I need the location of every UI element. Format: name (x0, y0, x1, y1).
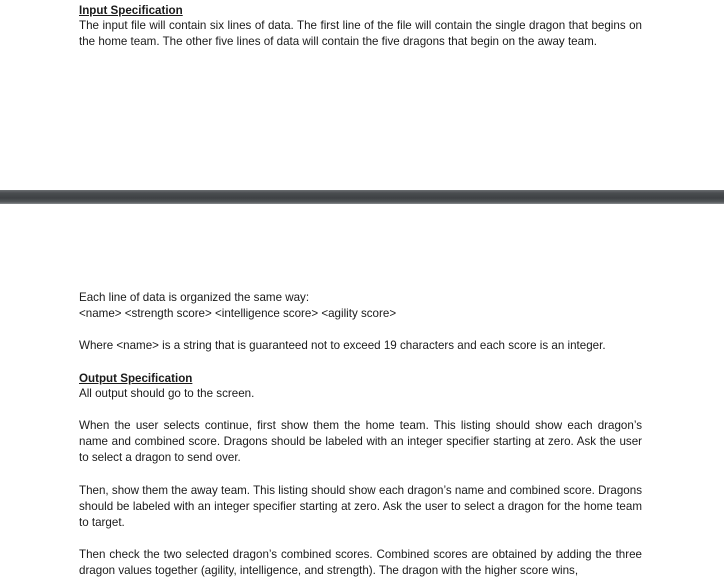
where-paragraph-block (79, 338, 642, 354)
compare-scores-paragraph: Then check the two selected dragon’s combined scores. Combined scores are obtained by adding the three dragon values together (agility, intelligence, and strength). The dragon with the higher score wins, (79, 548, 642, 577)
output-specification-section (79, 372, 642, 402)
line-format-intro: Each line of data is organized the same way: (79, 291, 310, 304)
line-format-spec: <name> <strength score> <intelligence score> <agility score> (79, 307, 397, 320)
where-paragraph: Where <name> is a string that is guaranteed not to exceed 19 characters and each score is an integer. (79, 339, 606, 352)
input-specification-section (79, 4, 642, 50)
away-team-paragraph-block (79, 483, 642, 531)
output-intro: All output should go to the screen. (79, 387, 255, 400)
input-specification-heading: Input Specification (79, 4, 183, 17)
line-format-section (79, 290, 642, 322)
away-team-paragraph: Then, show them the away team. This listing should show each dragon’s name and combined score. Dragons should be labeled with an integer specifier starting at zero. Ask the user to select a dragon for the home team to target. (79, 484, 642, 529)
output-specification-heading: Output Specification (79, 372, 193, 385)
input-specification-paragraph: The input file will contain six lines of data. The first line of the file will contain the single dragon that begins on the home team. The other five lines of data will contain the five dragons that begin on the away team. (79, 19, 642, 48)
home-team-paragraph: When the user selects continue, first show them the home team. This listing should show each dragon’s name and combined score. Dragons should be labeled with an integer specifier starting at zero. Ask the user to select a dragon to send over. (79, 419, 642, 464)
compare-scores-paragraph-block (79, 547, 642, 579)
home-team-paragraph-block (79, 418, 642, 466)
document-page-bottom (0, 204, 724, 585)
document-page-top (0, 0, 724, 190)
page-separator (0, 190, 724, 204)
